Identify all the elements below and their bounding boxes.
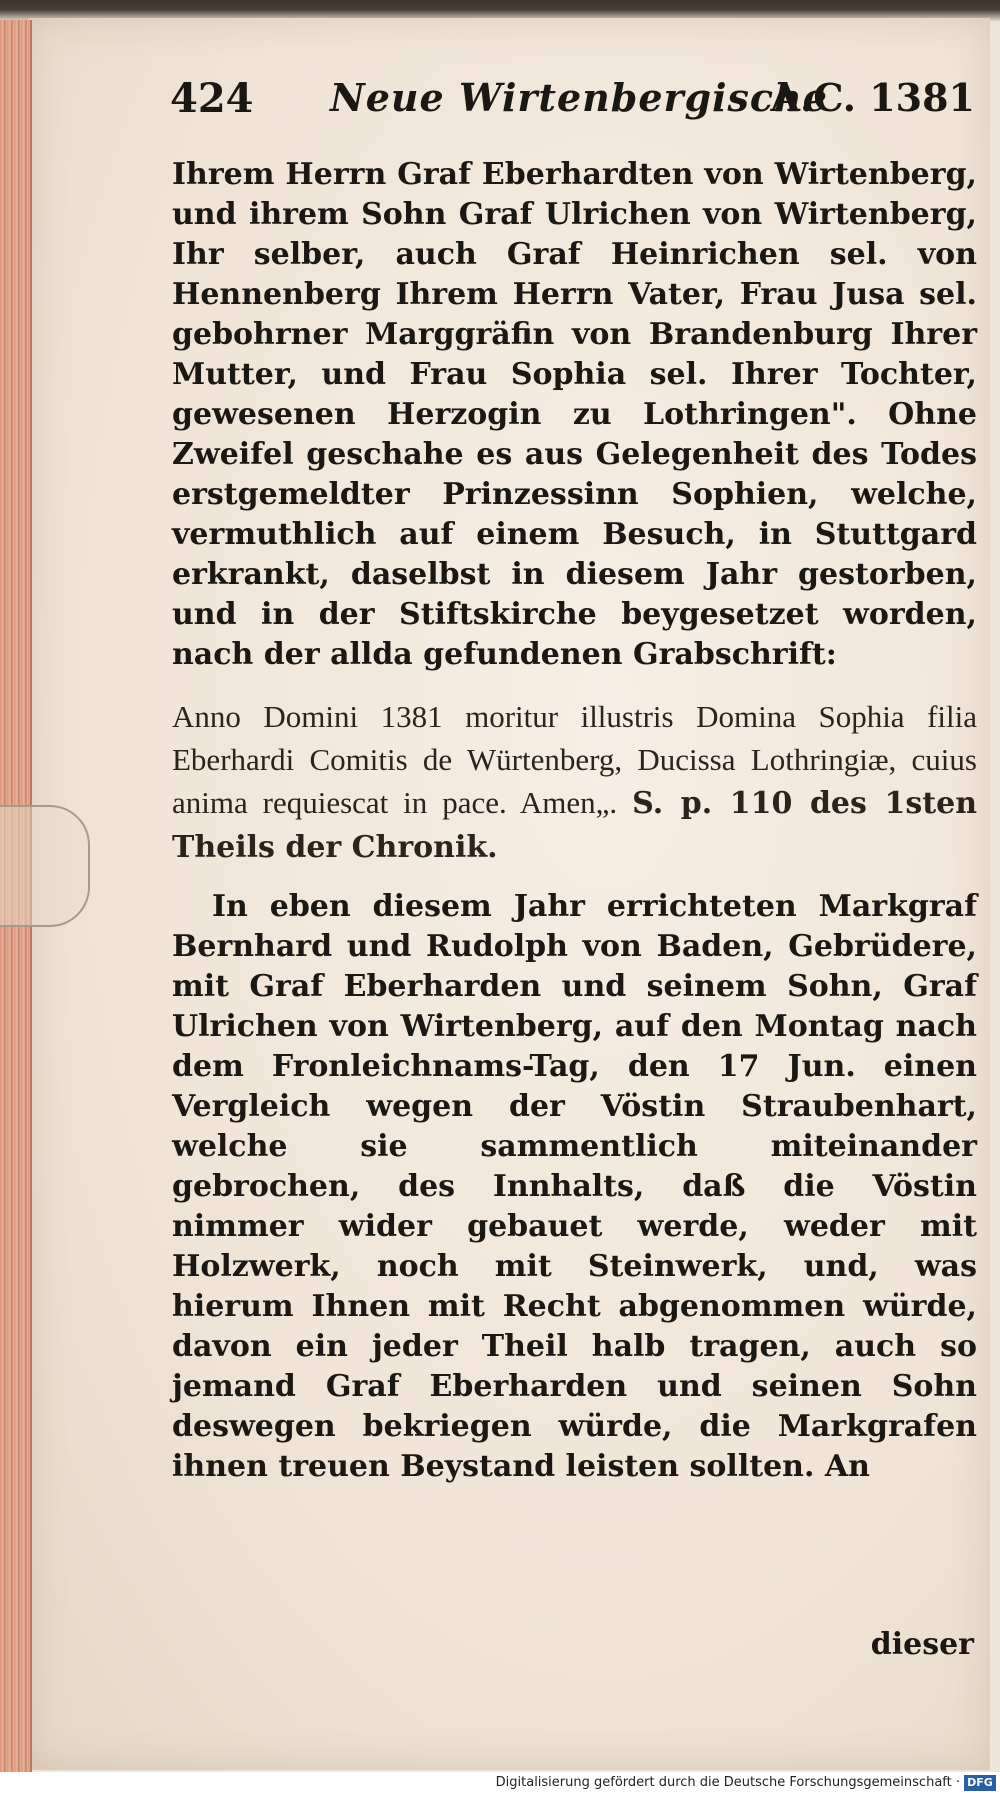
page-number: 424 bbox=[170, 75, 254, 122]
page-body bbox=[172, 155, 977, 1487]
running-title: Neue Wirtenbergische bbox=[330, 75, 828, 120]
citation: S. p. 110 des 1sten Theils der Chronik. bbox=[172, 786, 978, 865]
paragraph-2: In eben diesem Jahr errichteten Markgraf Bernhard und Rudolph von Baden, Gebrüdere, mit Graf Eberharden und seinem Sohn, Graf Ulrichen von Wirtenberg, auf den Montag nach dem Fronleichnams-Tag, den 17 Jun. einen Vergleich wegen der Vöstin Straubenhart, welche sie sammentlich miteinander gebrochen, des Innhalts, daß die Vöstin nimmer wider gebauet werde, weder mit Holzwerk, noch mit Steinwerk, und, was hierum Ihnen mit Recht abgenommen würde, davon ein jeder Theil halb tragen, auch so jemand Graf Eberharden und seinen Sohn deswegen bekriegen würde, die Markgrafen ihnen treuen Beystand leisten sollten. An bbox=[172, 889, 977, 1484]
latin-epitaph bbox=[172, 695, 977, 869]
funding-credit: Digitalisierung gefördert durch die Deutsche Forschungsgemeinschaft · bbox=[495, 1775, 960, 1790]
digitization-footer bbox=[0, 1772, 1000, 1796]
catchword: dieser bbox=[870, 1627, 974, 1662]
page-header bbox=[170, 75, 985, 135]
year-marker: A.C. 1381 bbox=[770, 75, 975, 120]
paragraph-1: Ihrem Herrn Graf Eberhardten von Wirtenberg, und ihrem Sohn Graf Ulrichen von Wirtenberg, Ihr selber, auch Graf Heinrichen sel. von Hennenberg Ihrem Herrn Vater, Frau Jusa sel. gebohrner Marggräfin von Brandenburg Ihrer Mutter, und Frau Sophia sel. Ihrer Tochter, gewesenen Herzogin zu Lothringen". Ohne Zweifel geschahe es aus Gelegenheit des Todes erstgemeldter Prinzessinn Sophien, welche, vermuthlich auf einem Besuch, in Stuttgard erkrankt, daselbst in diesem Jahr gestorben, und in der Stiftskirche beygesetzet worden, nach der allda gefundenen Grabschrift: bbox=[172, 157, 977, 672]
dfg-logo: DFG bbox=[964, 1775, 996, 1791]
page-tab-outline bbox=[0, 805, 90, 927]
latin-quote: Anno Domini 1381 moritur illustris Domina Sophia filia Eberhardi Comitis de Würtenberg, Ducissa Lothringiæ, cuius anima requiescat in pace. Amen„. bbox=[172, 699, 977, 820]
